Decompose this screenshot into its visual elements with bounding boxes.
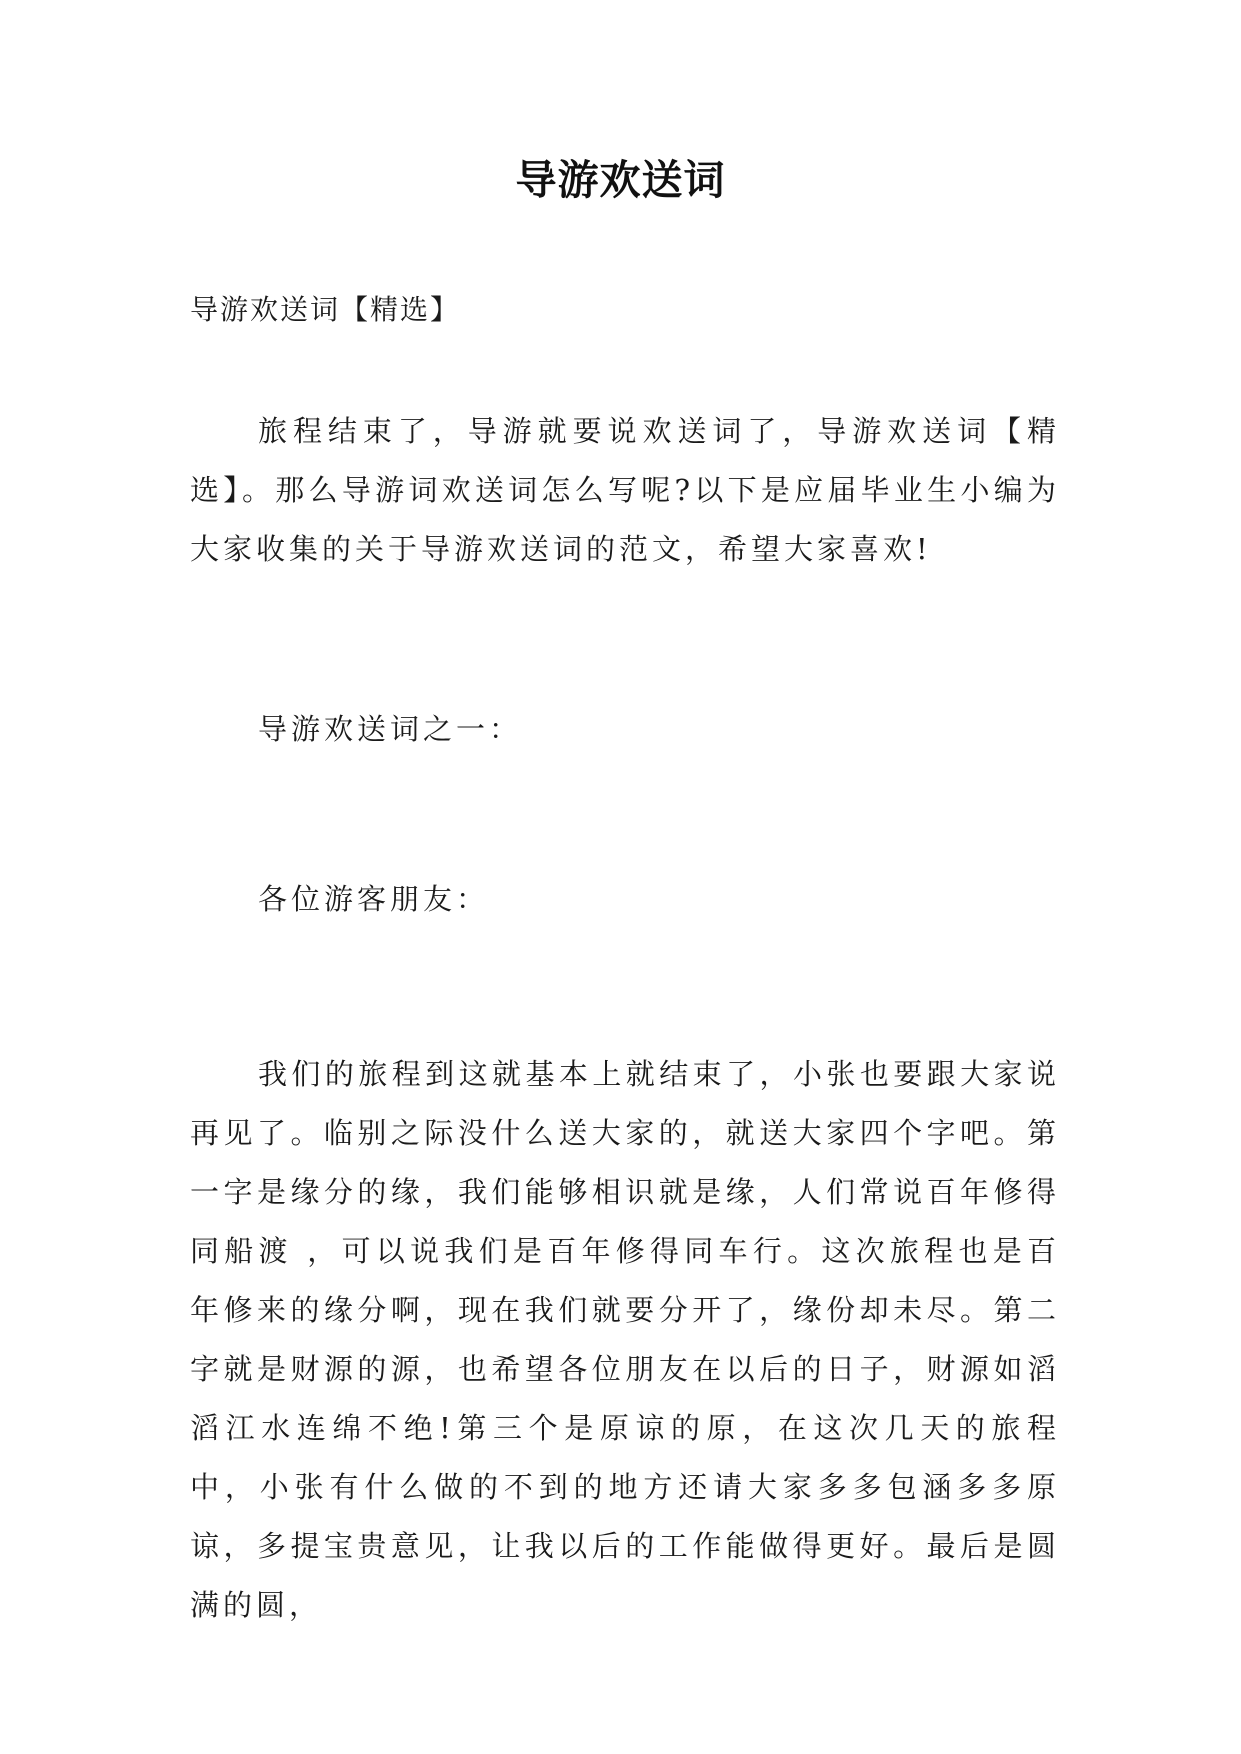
document-subtitle: 导游欢送词【精选】 — [190, 293, 461, 326]
paragraph-body: 我们的旅程到这就基本上就结束了，小张也要跟大家说再见了。临别之际没什么送大家的，就送大家四个字吧。第一字是缘分的缘，我们能够相识就是缘，人们常说百年修得同船渡 ，可以说我们是百年修得同车行。这次旅程也是百年修来的缘分啊，现在我们就要分开了，缘份却未尽。第二字就是财源的源，也希望各位朋友在以后的日子，财源如滔滔江水连绵不绝!第三个是原谅的原，在这次几天的旅程中，小张有什么做的不到的地方还请大家多多包涵多多原谅，多提宝贵意见，让我以后的工作能做得更好。最后是圆满的圆， — [190, 1057, 1060, 1622]
paragraph-intro: 旅程结束了，导游就要说欢送词了，导游欢送词【精选】。那么导游词欢送词怎么写呢?以下是应届毕业生小编为大家收集的关于导游欢送词的范文，希望大家喜欢! — [190, 414, 1060, 566]
paragraph-section-heading: 导游欢送词之一： — [258, 712, 523, 746]
paragraph-greeting: 各位游客朋友： — [258, 882, 490, 916]
document-title: 导游欢送词 — [515, 156, 726, 204]
